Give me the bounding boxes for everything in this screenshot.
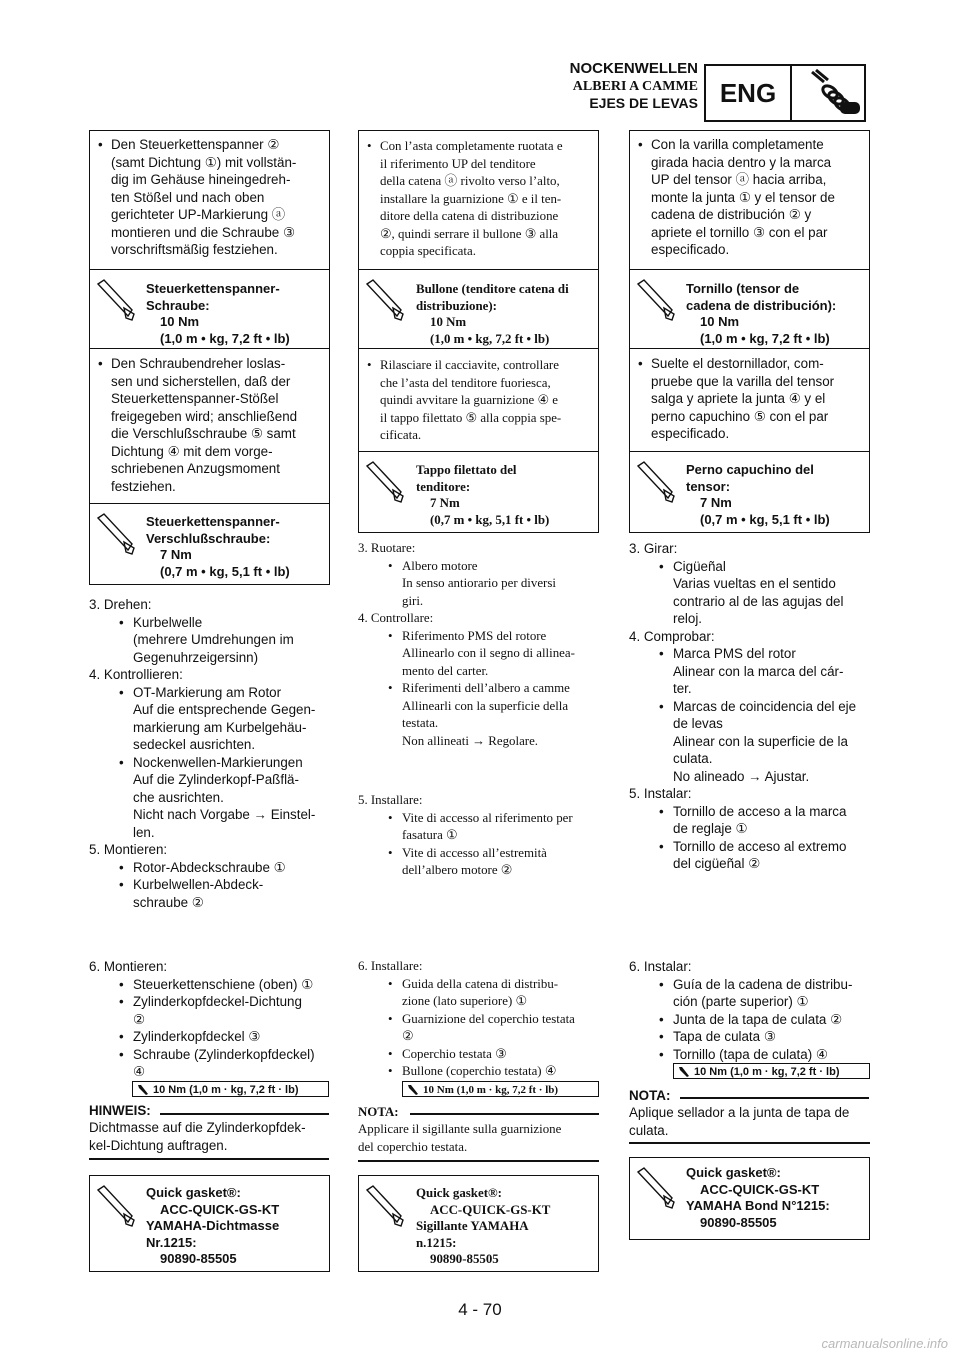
es-spec-1: Tornillo (tensor de cadena de distribución): 10 Nm (1,0 m • kg, 7,2 ft • lb): [686, 281, 837, 346]
it-sealant-spec: Quick gasket®: ACC-QUICK-GS-KT Sigillante YAMAHA n.1215: 90890-85505: [416, 1186, 551, 1266]
de-sealant-spec: Quick gasket®: ACC-QUICK-GS-KT YAMAHA-Dichtmasse Nr.1215: 90890-85505: [146, 1185, 280, 1266]
wrench-icon: [634, 278, 678, 322]
wrench-icon: [634, 1166, 678, 1210]
section-title-de: NOCKENWELLEN: [569, 60, 698, 77]
watermark: carmanualsonline.info: [821, 1336, 948, 1351]
section-title-it: ALBERI A CAMME: [572, 79, 698, 94]
camshaft-icon: [794, 68, 864, 118]
de-note-title: HINWEIS:: [89, 1103, 151, 1118]
es-note-body: Aplique sellador a la junta de tapa de culata.: [629, 1105, 850, 1138]
eng-label: ENG: [719, 78, 777, 108]
it-note-title: NOTA:: [358, 1105, 399, 1119]
es-step-6: 6. Instalar: • Guía de la cadena de distribu- ción (parte superior) ① • Junta de la tapa de culata ② • Tapa de culata ③ • Tornillo (tapa de culata) ④: [629, 958, 869, 1063]
section-title-es: EJES DE LEVAS: [589, 95, 698, 111]
eng-badge: [704, 64, 866, 122]
es-screwdriver-text: • Suelte el destornillador, com- pruebe que la varilla del tensor salga y apriete la junta ④ y el perno capuchino ⑤ con el par especificado.: [635, 355, 864, 443]
it-torque-spec: 10 Nm (1,0 m · kg, 7,2 ft · lb): [402, 1081, 599, 1097]
it-note-body: Applicare il sigillante sulla guarnizione del coperchio testata.: [358, 1122, 562, 1154]
torque-wrench-icon: [137, 1084, 149, 1096]
wrench-icon: [363, 278, 407, 322]
de-steps-3-5: 3. Drehen: • Kurbelwelle (mehrere Umdrehungen im Gegenuhrzeigersinn) 4. Kontrollieren: • OT-Markierung am Rotor Auf die entsprechende Gegen- markierung am Kurbelgehäu- sedeckel ausrichten. • Nockenwellen-Markierungen Auf die Zylinderkopf-Paßflä- che ausrichten. Nicht nach Vorgabe → Einstel- len. 5. Montieren: • Rotor-Abdeckschraube ① • Kurbelwellen-Abdeck- schraube ②: [89, 596, 329, 911]
it-step-6: 6. Installare: • Guida della catena di distribu- zione (lato superiore) ① • Guarnizione del coperchio testata ② • Coperchio testata ③ • Bullone (coperchio testata) ④: [358, 958, 598, 1081]
it-spec-1: Bullone (tenditore catena di distribuzione): 10 Nm (1,0 m • kg, 7,2 ft • lb): [416, 282, 569, 346]
it-step-5: 5. Installare: • Vite di accesso al riferimento per fasatura ① • Vite di accesso all’estremità dell’albero motore ②: [358, 792, 598, 880]
de-step-6: 6. Montieren: • Steuerkettenschiene (oben) ① • Zylinderkopfdeckel-Dichtung ② • Zylinderkopfdeckel ③ • Schraube (Zylinderkopfdeckel) ④: [89, 958, 329, 1081]
wrench-icon: [634, 460, 678, 504]
es-spec-2: Perno capuchino del tensor: 7 Nm (0,7 m • kg, 5,1 ft • lb): [686, 462, 830, 527]
it-tensioner-install-text: • Con l’asta completamente ruotata e il riferimento UP del tenditore della catena ⓐ rivolto verso l’alto, installare la guarnizione ① e il ten- ditore della catena di distribuzione ②, quindi serrare il bullone ③ alla coppia specificata.: [364, 138, 593, 261]
torque-wrench-icon: [407, 1084, 419, 1096]
de-screwdriver-text: • Den Schraubendreher loslas- sen und sicherstellen, daß der Steuerkettenspanner-Stößel freigegeben wird; anschließend die Verschlußschraube ⑤ samt Dichtung ④ mit dem vorge- schriebenen Anzugsmoment festziehen.: [95, 355, 324, 495]
de-spec-2: Steuerkettenspanner- Verschlußschraube: 7 Nm (0,7 m • kg, 5,1 ft • lb): [146, 514, 290, 579]
wrench-icon: [94, 278, 138, 322]
es-sealant-spec: Quick gasket®: ACC-QUICK-GS-KT YAMAHA Bond N°1215: 90890-85505: [686, 1165, 830, 1230]
es-steps-3-5: 3. Girar: • Cigüeñal Varias vueltas en el sentido contrario al de las agujas del reloj. 4. Comprobar: • Marca PMS del rotor Alinear con la marca del cár- ter. • Marcas de coincidencia del eje de levas Alinear con la superficie de la culata. No alineado → Ajustar. 5. Instalar: • Tornillo de acceso a la marca de reglaje ① • Tornillo de acceso al extremo del cigüeñal ②: [629, 540, 869, 873]
wrench-icon: [94, 1184, 138, 1228]
de-note-body: Dichtmasse auf die Zylinderkopfdek- kel-Dichtung auftragen.: [89, 1120, 306, 1153]
it-spec-2: Tappo filettato del tenditore: 7 Nm (0,7 m • kg, 5,1 ft • lb): [416, 463, 550, 527]
es-note-title: NOTA:: [629, 1088, 671, 1103]
de-tensioner-install-text: • Den Steuerkettenspanner ② (samt Dichtung ①) mit vollstän- dig im Gehäuse hineingedreh- ten Stößel und nach oben gerichteter UP-Markierung ⓐ montieren und die Schraube ③ vorschriftsmäßig festziehen.: [95, 136, 324, 259]
torque-wrench-icon: [678, 1066, 690, 1078]
es-torque-spec: 10 Nm (1,0 m · kg, 7,2 ft · lb): [673, 1063, 870, 1079]
page-number: 4 - 70: [458, 1300, 502, 1319]
wrench-icon: [94, 512, 138, 556]
wrench-icon: [363, 1184, 407, 1228]
de-torque-spec: 10 Nm (1,0 m · kg, 7,2 ft · lb): [132, 1081, 329, 1097]
it-steps-3-4: 3. Ruotare: • Albero motore In senso antiorario per diversi giri. 4. Controllare: • Riferimento PMS del rotore Allinearlo con il segno di allinea- mento del carter. • Riferimenti dell’albero a camme Allinearli con la superficie della testata. Non allineati → Regolare.: [358, 540, 598, 750]
it-screwdriver-text: • Rilasciare il cacciavite, controllare che l’asta del tenditore fuoriesca, quindi avvitare la guarnizione ④ e il tappo filettato ⑤ alla coppia spe- cificata.: [364, 357, 593, 445]
es-tensioner-install-text: • Con la varilla completamente girada hacia dentro y la marca UP del tensor ⓐ hacia arriba, monte la junta ① y el tensor de cadena de distribución ② y apriete el tornillo ③ con el par especificado.: [635, 136, 864, 259]
wrench-icon: [363, 460, 407, 504]
de-spec-1: Steuerkettenspanner- Schraube: 10 Nm (1,0 m • kg, 7,2 ft • lb): [146, 281, 290, 346]
